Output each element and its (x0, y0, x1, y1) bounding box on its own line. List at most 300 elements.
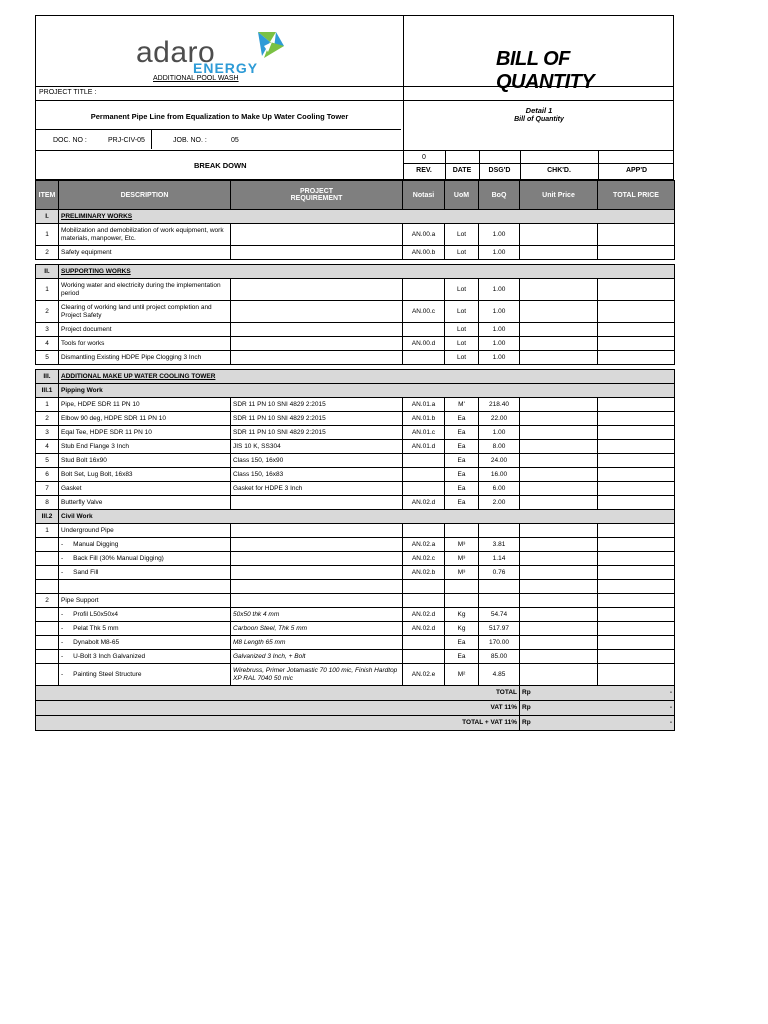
logo-wordmark: adaro (136, 36, 216, 69)
column-header-row (36, 181, 675, 210)
cell-unit-price (520, 323, 598, 337)
bullet-dash: - (61, 638, 64, 646)
table-row (36, 351, 675, 365)
cell-item: 8 (36, 496, 59, 510)
totals-value: - (669, 689, 672, 696)
totals-row (36, 686, 675, 701)
cell-notasi: AN.00.a (403, 224, 445, 246)
cell-boq: 1.00 (479, 279, 520, 301)
cell-description (59, 622, 231, 636)
cell-total-price (598, 468, 675, 482)
cell-item: 3 (36, 426, 59, 440)
cell-total-price (598, 279, 675, 301)
col-boq: BoQ (479, 181, 520, 210)
table-row (36, 650, 675, 664)
cell-item: 2 (36, 412, 59, 426)
cell-total-price (598, 426, 675, 440)
cell-requirement: Wirebruss, Primer Jotamastic 70 100 mic, Finish Hardtop XP RAL 7040 50 mic (231, 664, 403, 686)
cell-description (59, 496, 231, 510)
rev-label: REV. (416, 167, 432, 174)
cell-uom: M² (445, 664, 479, 686)
col-uom: UoM (445, 181, 479, 210)
cell-uom (445, 594, 479, 608)
section-title: Civil Work (59, 510, 675, 524)
breakdown-label: BREAK DOWN (194, 161, 247, 170)
cell-notasi (403, 650, 445, 664)
table-row (36, 580, 675, 594)
cell-notasi: AN.01.d (403, 440, 445, 454)
cell-description (59, 440, 231, 454)
section-row (36, 265, 675, 279)
appd-label: APP'D (625, 167, 648, 174)
cell-boq: 1.14 (479, 552, 520, 566)
bullet-dash: - (61, 610, 64, 618)
cell-total-price (598, 440, 675, 454)
cell-uom: Ea (445, 482, 479, 496)
col-item: ITEM (36, 181, 59, 210)
cell-unit-price (520, 440, 598, 454)
boq-sheet (35, 15, 674, 731)
table-row (36, 594, 675, 608)
logo-tagline: ADDITIONAL POOL WASH (153, 75, 239, 82)
cell-notasi: AN.01.a (403, 398, 445, 412)
table-row (36, 337, 675, 351)
cell-total-price (598, 664, 675, 686)
cell-uom: Ea (445, 496, 479, 510)
cell-requirement (231, 580, 403, 594)
description-text: Back Fill (30% Manual Digging) (73, 554, 164, 562)
cell-uom (445, 524, 479, 538)
cell-requirement (231, 524, 403, 538)
cell-item: 2 (36, 594, 59, 608)
cell-boq: 8.00 (479, 440, 520, 454)
cell-unit-price (520, 650, 598, 664)
cell-unit-price (520, 351, 598, 365)
cell-notasi: AN.00.c (403, 301, 445, 323)
cell-description (59, 246, 231, 260)
cell-item: 1 (36, 398, 59, 412)
description-text: Pipe Support (61, 596, 99, 604)
totals-row (36, 701, 675, 716)
cell-unit-price (520, 664, 598, 686)
cell-total-price (598, 566, 675, 580)
cell-description (59, 323, 231, 337)
cell-boq (479, 524, 520, 538)
description-text: Stud Bolt 16x90 (61, 456, 107, 464)
cell-unit-price (520, 496, 598, 510)
cell-uom (445, 580, 479, 594)
description-text: Profil L50x50x4 (73, 610, 118, 618)
col-requirement: PROJECT REQUIREMENT (231, 181, 403, 210)
cell-requirement (231, 246, 403, 260)
table-row (36, 664, 675, 686)
section-item: I. (36, 210, 59, 224)
cell-uom: Ea (445, 412, 479, 426)
totals-value: - (669, 704, 672, 711)
col-unit-price: Unit Price (520, 181, 598, 210)
cell-unit-price (520, 608, 598, 622)
cell-unit-price (520, 426, 598, 440)
cell-uom: Kg (445, 622, 479, 636)
cell-item: 6 (36, 468, 59, 482)
description-text: Manual Digging (73, 540, 119, 548)
cell-unit-price (520, 337, 598, 351)
cell-uom: M' (445, 398, 479, 412)
cell-item: 1 (36, 279, 59, 301)
cell-notasi (403, 454, 445, 468)
table-row (36, 496, 675, 510)
table-row (36, 426, 675, 440)
cell-total-price (598, 246, 675, 260)
cell-item: 2 (36, 301, 59, 323)
cell-total-price (598, 538, 675, 552)
job-no-label: JOB. NO. : (173, 137, 207, 144)
table-row (36, 454, 675, 468)
cell-description (59, 454, 231, 468)
description-text: Working water and electricity during the implementation period (61, 281, 221, 297)
table-row (36, 552, 675, 566)
cell-unit-price (520, 580, 598, 594)
totals-value-cell (520, 701, 675, 716)
cell-boq: 2.00 (479, 496, 520, 510)
cell-requirement: 50x50 thk 4 mm (231, 608, 403, 622)
cell-uom: Ea (445, 650, 479, 664)
cell-boq: 1.00 (479, 246, 520, 260)
cell-notasi (403, 468, 445, 482)
cell-boq: 218.40 (479, 398, 520, 412)
totals-value-cell (520, 716, 675, 731)
cell-uom: Lot (445, 246, 479, 260)
cell-total-price (598, 622, 675, 636)
totals-label: VAT 11% (36, 701, 520, 716)
cell-requirement (231, 279, 403, 301)
cell-item: 5 (36, 454, 59, 468)
cell-notasi: AN.02.c (403, 552, 445, 566)
cell-uom: M³ (445, 538, 479, 552)
totals-row (36, 716, 675, 731)
cell-item (36, 552, 59, 566)
cell-boq: 4.85 (479, 664, 520, 686)
description-text: Clearing of working land until project completion and Project Safety (61, 303, 212, 319)
cell-uom: Kg (445, 608, 479, 622)
cell-item (36, 636, 59, 650)
cell-boq: 1.00 (479, 301, 520, 323)
cell-unit-price (520, 636, 598, 650)
bullet-dash: - (61, 670, 64, 678)
cell-unit-price (520, 524, 598, 538)
cell-boq: 1.00 (479, 337, 520, 351)
logo-energy: ENERGY (193, 60, 259, 76)
cell-item (36, 664, 59, 686)
cell-item (36, 608, 59, 622)
description-text: Dynabolt M8-65 (73, 638, 120, 646)
table-row (36, 224, 675, 246)
table-row (36, 398, 675, 412)
cell-uom: Ea (445, 454, 479, 468)
cell-uom: Ea (445, 636, 479, 650)
section-item: III. (36, 370, 59, 384)
detail-line-1: Detail 1 (525, 106, 553, 115)
section-row (36, 370, 675, 384)
cell-notasi (403, 524, 445, 538)
cell-boq (479, 580, 520, 594)
detail-line-2: Bill of Quantity (514, 116, 564, 123)
cell-notasi (403, 323, 445, 337)
cell-requirement: M8 Length 65 mm (231, 636, 403, 650)
cell-boq: 1.00 (479, 426, 520, 440)
cell-boq: 24.00 (479, 454, 520, 468)
totals-value: - (669, 719, 672, 726)
description-text: Tools for works (61, 339, 105, 347)
table-row (36, 301, 675, 323)
cell-item (36, 580, 59, 594)
cell-description (59, 412, 231, 426)
cell-description (59, 468, 231, 482)
cell-description (59, 482, 231, 496)
cell-item: 4 (36, 440, 59, 454)
cell-unit-price (520, 566, 598, 580)
cell-description (59, 664, 231, 686)
cell-total-price (598, 337, 675, 351)
cell-uom: Lot (445, 323, 479, 337)
table-row (36, 323, 675, 337)
cell-notasi: AN.02.b (403, 566, 445, 580)
cell-unit-price (520, 301, 598, 323)
cell-item: 1 (36, 524, 59, 538)
totals-label: TOTAL + VAT 11% (36, 716, 520, 731)
table-row (36, 482, 675, 496)
cell-total-price (598, 524, 675, 538)
cell-notasi (403, 636, 445, 650)
description-text: Pipe, HDPE SDR 11 PN 10 (61, 400, 140, 408)
section-title: SUPPORTING WORKS (59, 265, 675, 279)
cell-requirement (231, 594, 403, 608)
cell-requirement: Class 150, 16x90 (231, 454, 403, 468)
currency: Rp (522, 689, 531, 696)
table-row (36, 622, 675, 636)
cell-total-price (598, 636, 675, 650)
cell-item (36, 622, 59, 636)
cell-total-price (598, 398, 675, 412)
chkd-label: CHK'D. (547, 167, 571, 174)
cell-boq: 85.00 (479, 650, 520, 664)
cell-boq: 1.00 (479, 224, 520, 246)
boq-table (35, 180, 675, 731)
section-title: PRELIMINARY WORKS (59, 210, 675, 224)
cell-notasi: AN.01.c (403, 426, 445, 440)
cell-uom: Ea (445, 468, 479, 482)
cell-boq: 1.00 (479, 323, 520, 337)
cell-boq: 1.00 (479, 351, 520, 365)
cell-requirement (231, 323, 403, 337)
cell-total-price (598, 224, 675, 246)
cell-description (59, 608, 231, 622)
cell-description (59, 566, 231, 580)
cell-requirement: SDR 11 PN 10 SNI 4829 2:2015 (231, 426, 403, 440)
cell-unit-price (520, 279, 598, 301)
col-notasi: Notasi (403, 181, 445, 210)
cell-uom: M³ (445, 566, 479, 580)
cell-boq: 0.76 (479, 566, 520, 580)
cell-item (36, 650, 59, 664)
cell-unit-price (520, 246, 598, 260)
cell-boq: 170.00 (479, 636, 520, 650)
cell-notasi (403, 279, 445, 301)
cell-description (59, 337, 231, 351)
section-item: II. (36, 265, 59, 279)
description-text: Butterfly Valve (61, 498, 103, 506)
cell-unit-price (520, 224, 598, 246)
cell-notasi: AN.02.e (403, 664, 445, 686)
cell-uom: Lot (445, 224, 479, 246)
cell-description (59, 636, 231, 650)
section-title: ADDITIONAL MAKE UP WATER COOLING TOWER (59, 370, 675, 384)
cell-unit-price (520, 412, 598, 426)
cell-unit-price (520, 552, 598, 566)
table-row (36, 566, 675, 580)
table-row (36, 279, 675, 301)
bullet-dash: - (61, 624, 64, 632)
date-label: DATE (452, 167, 472, 174)
description-text: U-Bolt 3 Inch Galvanized (73, 652, 146, 660)
cell-notasi: AN.00.b (403, 246, 445, 260)
description-text: Project document (61, 325, 112, 333)
cell-requirement: Gasket for HDPE 3 Inch (231, 482, 403, 496)
description-text: Gasket (61, 484, 82, 492)
table-row (36, 538, 675, 552)
cell-unit-price (520, 538, 598, 552)
section-row (36, 210, 675, 224)
description-text: Safety equipment (61, 248, 112, 256)
bullet-dash: - (61, 652, 64, 660)
totals-body (36, 686, 675, 731)
currency: Rp (522, 704, 531, 711)
document-title: BILL OF QUANTITY (496, 48, 595, 93)
cell-notasi (403, 482, 445, 496)
subsection-row (36, 510, 675, 524)
bullet-dash: - (61, 568, 64, 576)
table-row (36, 608, 675, 622)
cell-requirement (231, 351, 403, 365)
cell-notasi: AN.02.a (403, 538, 445, 552)
cell-uom: Lot (445, 279, 479, 301)
cell-total-price (598, 608, 675, 622)
description-text: Pelat Thk 5 mm (73, 624, 119, 632)
cell-total-price (598, 580, 675, 594)
bullet-dash: - (61, 540, 64, 548)
cell-requirement: Carboon Steel, Thk 5 mm (231, 622, 403, 636)
cell-boq: 22.00 (479, 412, 520, 426)
doc-no-value: PRJ-CIV-05 (108, 137, 145, 144)
table-row (36, 246, 675, 260)
cell-notasi (403, 594, 445, 608)
cell-requirement: SDR 11 PN 10 SNI 4829 2:2015 (231, 398, 403, 412)
cell-boq: 6.00 (479, 482, 520, 496)
cell-total-price (598, 323, 675, 337)
cell-requirement (231, 496, 403, 510)
cell-total-price (598, 301, 675, 323)
cell-item: 3 (36, 323, 59, 337)
cell-unit-price (520, 594, 598, 608)
cell-requirement: JIS 10 K, SS304 (231, 440, 403, 454)
rev-value: 0 (422, 154, 426, 161)
table-row (36, 440, 675, 454)
cell-total-price (598, 454, 675, 468)
cell-notasi: AN.01.b (403, 412, 445, 426)
bullet-dash: - (61, 554, 64, 562)
dsgd-label: DSG'D (488, 167, 511, 174)
description-text: Underground Pipe (61, 526, 114, 534)
cell-total-price (598, 351, 675, 365)
cell-requirement: Class 150, 16x83 (231, 468, 403, 482)
cell-requirement (231, 538, 403, 552)
cell-description (59, 351, 231, 365)
subsection-row (36, 384, 675, 398)
totals-value-cell (520, 686, 675, 701)
cell-unit-price (520, 622, 598, 636)
description-text: Elbow 90 deg, HDPE SDR 11 PN 10 (61, 414, 167, 422)
cell-notasi: AN.02.d (403, 496, 445, 510)
cell-uom: Ea (445, 426, 479, 440)
cell-total-price (598, 552, 675, 566)
cell-description (59, 279, 231, 301)
cell-item (36, 538, 59, 552)
cell-description (59, 538, 231, 552)
job-no-value: 05 (231, 137, 239, 144)
table-row (36, 412, 675, 426)
cell-total-price (598, 594, 675, 608)
cell-requirement (231, 301, 403, 323)
cell-notasi (403, 351, 445, 365)
cell-total-price (598, 496, 675, 510)
cell-requirement (231, 337, 403, 351)
table-row (36, 468, 675, 482)
cell-boq: 3.81 (479, 538, 520, 552)
description-text: Painting Steel Structure (73, 670, 142, 678)
cell-item: 7 (36, 482, 59, 496)
col-total-price: TOTAL PRICE (598, 181, 675, 210)
cell-item: 1 (36, 224, 59, 246)
cell-boq (479, 594, 520, 608)
cell-uom: Lot (445, 301, 479, 323)
doc-no-label: DOC. NO : (53, 137, 87, 144)
cell-description (59, 552, 231, 566)
cell-item (36, 566, 59, 580)
cell-uom: Lot (445, 337, 479, 351)
cell-requirement: SDR 11 PN 10 SNI 4829 2:2015 (231, 412, 403, 426)
description-text: Stub End Flange 3 Inch (61, 442, 129, 450)
cell-requirement (231, 552, 403, 566)
adaro-emblem-icon (254, 28, 288, 62)
table-row (36, 636, 675, 650)
boq-body (36, 210, 675, 686)
description-text: Bolt Set, Lug Bolt, 16x83 (61, 470, 133, 478)
cell-description (59, 650, 231, 664)
cell-boq: 16.00 (479, 468, 520, 482)
cell-notasi: AN.00.d (403, 337, 445, 351)
cell-total-price (598, 412, 675, 426)
cell-uom: M³ (445, 552, 479, 566)
cell-uom: Ea (445, 440, 479, 454)
section-title: Pipping Work (59, 384, 675, 398)
cell-notasi (403, 580, 445, 594)
cell-item: 2 (36, 246, 59, 260)
cell-notasi: AN.02.d (403, 608, 445, 622)
cell-uom: Lot (445, 351, 479, 365)
col-description: DESCRIPTION (59, 181, 231, 210)
cell-description (59, 301, 231, 323)
cell-unit-price (520, 482, 598, 496)
